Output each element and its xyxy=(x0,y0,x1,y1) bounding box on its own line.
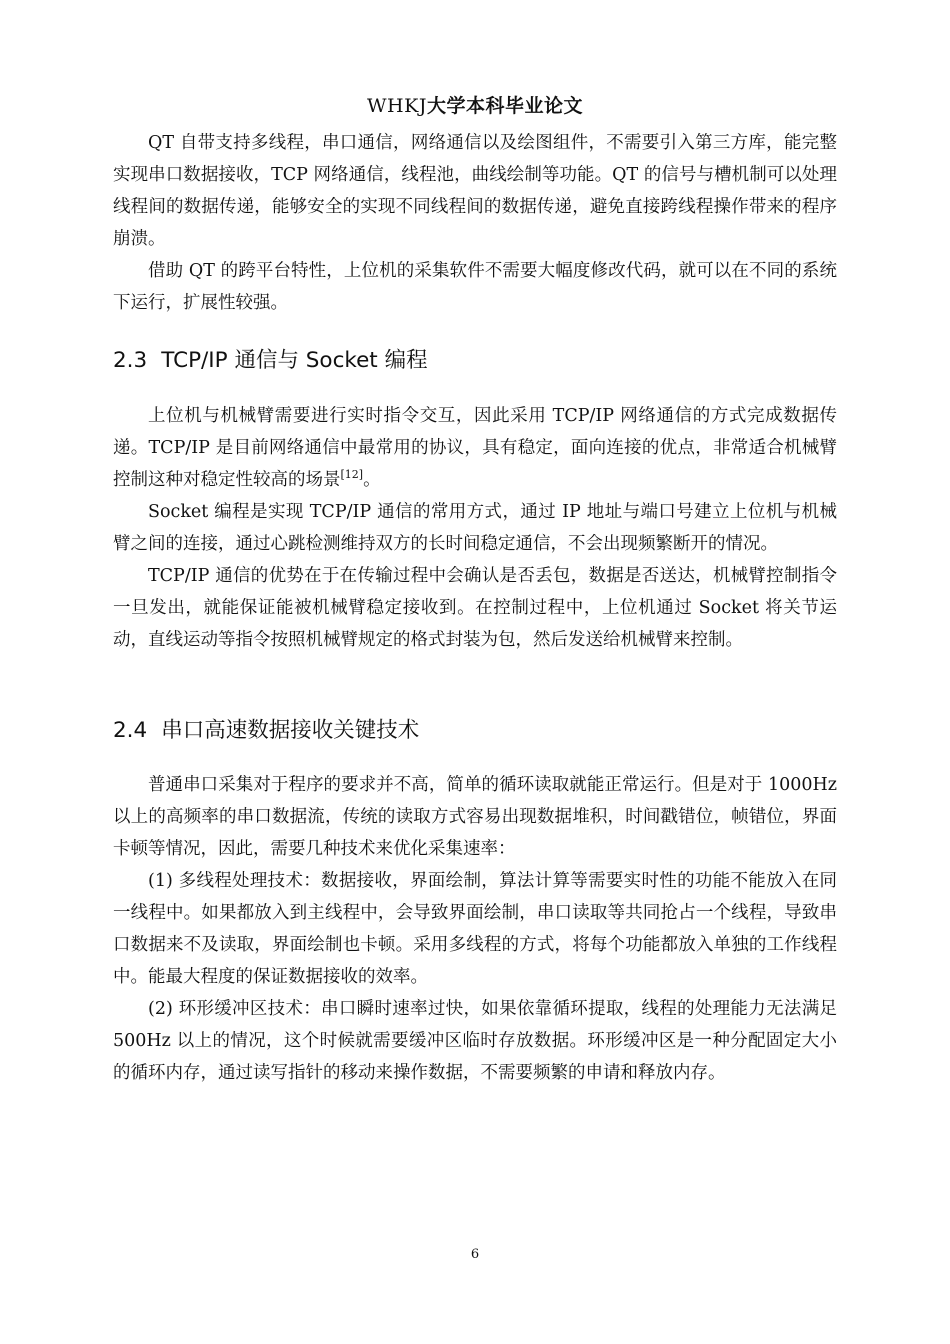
section-number: 2.3 xyxy=(113,348,148,373)
section-number: 2.4 xyxy=(113,718,148,743)
section-2-3-body xyxy=(113,400,837,656)
intro-block xyxy=(113,127,837,319)
section-2-3-paragraph-2: Socket 编程是实现 TCP/IP 通信的常用方式，通过 IP 地址与端口号建立上位机与机械臂之间的连接，通过心跳检测维持双方的长时间稳定通信，不会出现频繁断开的情况。 xyxy=(113,502,837,554)
section-2-4-paragraph-1: 普通串口采集对于程序的要求并不高，简单的循环读取就能正常运行。但是对于 1000Hz 以上的高频率的串口数据流，传统的读取方式容易出现数据堆积，时间戳错位，帧错位，界面卡顿等情况，因此，需要几种技术来优化采集速率： xyxy=(113,775,837,859)
section-2-3-paragraph-1 xyxy=(113,400,837,496)
paragraph-text: 上位机与机械臂需要进行实时指令交互，因此采用 TCP/IP 网络通信的方式完成数据传递。TCP/IP 是目前网络通信中最常用的协议，具有稳定，面向连接的优点，非常适合机械臂控制这种对稳定性较高的场景 xyxy=(113,406,837,490)
section-2-4-paragraph-3: (2) 环形缓冲区技术：串口瞬时速率过快，如果依靠循环提取，线程的处理能力无法满足 500Hz 以上的情况，这个时候就需要缓冲区临时存放数据。环形缓冲区是一种分配固定大小的循环内存，通过读写指针的移动来操作数据，不需要频繁的申请和释放内存。 xyxy=(113,999,837,1083)
page-number: 6 xyxy=(470,1247,480,1262)
section-title: 串口高速数据接收关键技术 xyxy=(161,718,420,743)
header-title: 大学本科毕业论文 xyxy=(426,95,583,117)
paragraph-end: 。 xyxy=(363,470,381,490)
section-2-4-paragraph-2: (1) 多线程处理技术：数据接收，界面绘制，算法计算等需要实时性的功能不能放入在同一线程中。如果都放入到主线程中，会导致界面绘制，串口读取等共同抢占一个线程，导致串口数据来不及读取，界面绘制也卡顿。采用多线程的方式，将每个功能都放入单独的工作线程中。能最大程度的保证数据接收的效率。 xyxy=(113,871,837,987)
header-prefix: WHKJ xyxy=(367,95,427,117)
intro-paragraph-2: 借助 QT 的跨平台特性，上位机的采集软件不需要大幅度修改代码，就可以在不同的系统下运行，扩展性较强。 xyxy=(113,261,837,313)
section-2-3-paragraph-3: TCP/IP 通信的优势在于在传输过程中会确认是否丢包，数据是否送达，机械臂控制指令一旦发出，就能保证能被机械臂稳定接收到。在控制过程中，上位机通过 Socket 将关节运动，直线运动等指令按照机械臂规定的格式封装为包，然后发送给机械臂来控制。 xyxy=(113,566,837,650)
page-header xyxy=(0,94,950,118)
section-2-4-body xyxy=(113,769,837,1089)
section-2-3-heading xyxy=(113,346,837,376)
intro-paragraph-1: QT 自带支持多线程，串口通信，网络通信以及绘图组件，不需要引入第三方库，能完整实现串口数据接收，TCP 网络通信，线程池，曲线绘制等功能。QT 的信号与槽机制可以处理线程间的数据传递，能够安全的实现不同线程间的数据传递，避免直接跨线程操作带来的程序崩溃。 xyxy=(113,133,837,249)
section-title: TCP/IP 通信与 Socket 编程 xyxy=(161,348,428,373)
citation: [12] xyxy=(340,468,364,482)
section-2-4-heading xyxy=(113,716,837,746)
